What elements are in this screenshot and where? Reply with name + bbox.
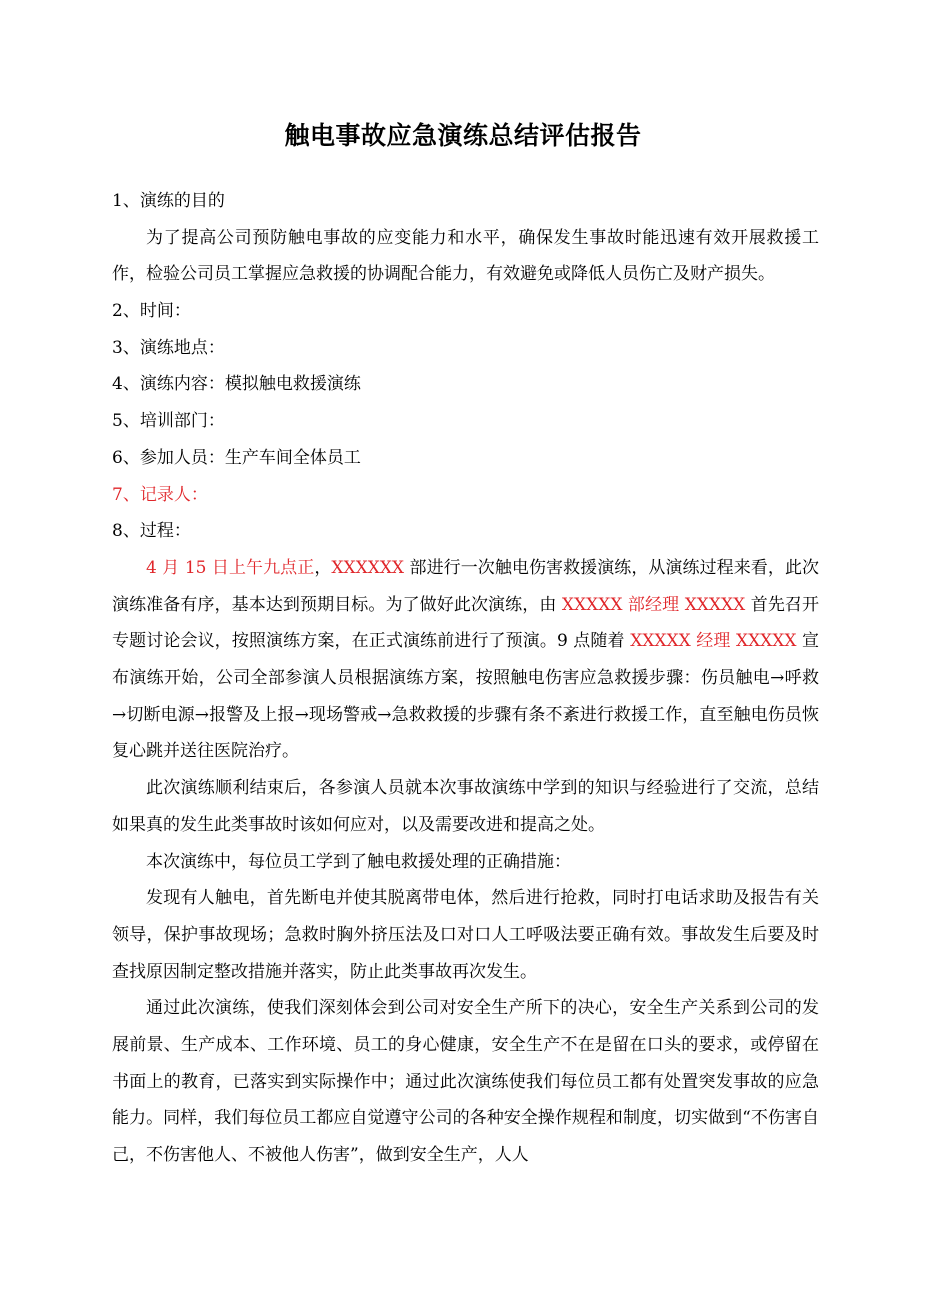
- purpose-heading: 1、演练的目的: [112, 191, 225, 211]
- process-text-2: 部进行一次触电伤害救援演练，从演练过程来看，此次演练准备有序，基本达到预期目标。为了做好此次演练，由: [112, 557, 820, 615]
- recorder-item: 7、记录人：: [112, 484, 208, 505]
- department-manager: XXXXX 部经理 XXXXX: [561, 594, 746, 615]
- document-body: [112, 183, 819, 1174]
- drill-date: 4 月 15 日上午九点正: [146, 557, 315, 578]
- department-item: 5、培训部门：: [112, 411, 225, 432]
- process-text-1: ，: [314, 557, 332, 578]
- conclusion-paragraph: 通过此次演练，使我们深刻体会到公司对安全生产所下的决心，安全生产关系到公司的发展前景、生产成本、工作环境、员工的身心健康，安全生产不在是留在口头的要求，或停留在书面上的教育，已落实到实际操作中；通过此次演练使我们每位员工都有处置突发事故的应急能力。同样，我们每位员工都应自觉遵守公司的各种安全操作规程和制度，切实做到“不伤害自己，不伤害他人、不被他人伤害”，做到安全生产，人人: [112, 998, 819, 1166]
- process-text-4: 宣布演练开始，公司全部参演人员根据演练方案，按照触电伤害应急救援步骤：伤员触电→呼救→切断电源→报警及上报→现场警戒→急救救援的步骤有条不紊进行救援工作，直至触电伤员恢复心跳并送往医院治疗。: [112, 631, 820, 762]
- lessons-intro-paragraph: 本次演练中，每位员工学到了触电救援处理的正确措施：: [146, 851, 571, 872]
- content-item: 4、演练内容：模拟触电救援演练: [112, 374, 361, 395]
- location-item: 3、演练地点：: [112, 337, 225, 358]
- summary-paragraph: 此次演练顺利结束后，各参演人员就本次事故演练中学到的知识与经验进行了交流，总结如果真的发生此类事故时该如何应对，以及需要改进和提高之处。: [112, 778, 819, 835]
- rescue-measures-paragraph: 发现有人触电，首先断电并使其脱离带电体，然后进行抢救，同时打电话求助及报告有关领导，保护事故现场；急救时胸外挤压法及口对口人工呼吸法要正确有效。事故发生后要及时查找原因制定整改措施并落实，防止此类事故再次发生。: [112, 888, 819, 982]
- process-heading: 8、过程：: [112, 521, 191, 542]
- process-paragraph: [112, 550, 819, 770]
- purpose-paragraph: 为了提高公司预防触电事故的应变能力和水平，确保发生事故时能迅速有效开展救援工作，检验公司员工掌握应急救援的协调配合能力，有效避免或降低人员伤亡及财产损失。: [112, 227, 819, 285]
- participants-item: 6、参加人员：生产车间全体员工: [112, 447, 361, 468]
- document-title: 触电事故应急演练总结评估报告: [284, 121, 642, 150]
- process-text-3: 首先召开专题讨论会议，按照演练方案，在正式演练前进行了预演。9 点随着: [112, 594, 820, 652]
- time-item: 2、时间：: [112, 301, 191, 322]
- department-name: XXXXXX: [331, 557, 405, 578]
- announcing-manager: XXXXX 经理 XXXXX: [630, 631, 797, 652]
